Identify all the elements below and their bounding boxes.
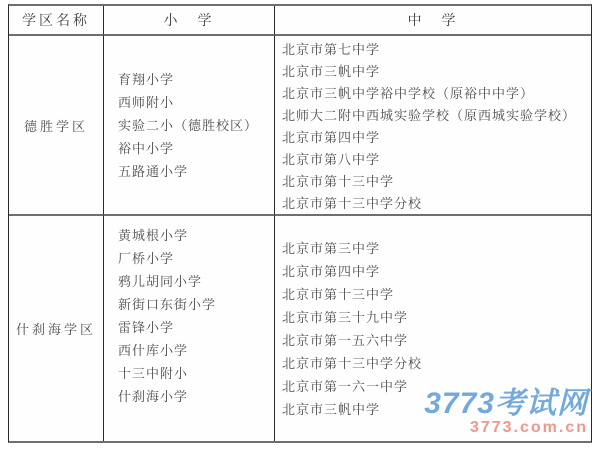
- middle-school-name: 北京市三帆中学: [282, 64, 381, 79]
- middle-school-name: 北京市第四中学: [282, 263, 381, 279]
- header-district-name: 学区名称: [22, 14, 90, 29]
- primary-school-name: 雷锋小学: [118, 320, 175, 335]
- primary-school-name: 西什库小学: [118, 343, 189, 358]
- school-district-table: [8, 4, 592, 443]
- district-name-shichahai: 什刹海学区: [9, 214, 103, 441]
- watermark-brand-logo: 3773考试网: [424, 387, 588, 420]
- header-primary-school: 小 学: [103, 6, 274, 34]
- header-middle-school: 中 学: [274, 6, 591, 34]
- primary-school-name: 五路通小学: [118, 163, 189, 179]
- primary-school-name: 鸦儿胡同小学: [118, 274, 203, 289]
- primary-school-name: 什刹海小学: [118, 389, 189, 404]
- middle-school-name: 北京市三帆中学: [282, 401, 381, 417]
- district-name-desheng: 德胜学区: [9, 34, 103, 214]
- middle-school-name: 北京市第一五六中学: [282, 332, 409, 348]
- middle-school-name: 北京市第八中学: [282, 152, 381, 167]
- middle-school-name: 北京市第十三中学: [282, 174, 395, 189]
- middle-school-name: 北京市第七中学: [282, 42, 381, 57]
- primary-school-list-desheng: [103, 34, 274, 214]
- middle-school-name: 北京市第一六一中学: [282, 378, 409, 394]
- primary-school-name: 裕中小学: [118, 140, 175, 156]
- primary-school-name: 新街口东街小学: [118, 297, 217, 312]
- middle-school-name: 北京市第三中学: [282, 240, 381, 256]
- middle-school-list-desheng: [274, 34, 591, 214]
- primary-school-name: 实验二小（德胜校区）: [118, 117, 259, 133]
- watermark-site-url: 3773.com.cn: [469, 419, 588, 436]
- primary-school-list-shichahai: [103, 214, 274, 441]
- middle-school-name: 北京市三帆中学裕中学校（原裕中中学）: [282, 86, 535, 101]
- middle-school-name: 北京市第三十九中学: [282, 309, 409, 325]
- middle-school-list-shichahai: [274, 214, 591, 441]
- primary-school-name: 黄城根小学: [118, 228, 189, 243]
- primary-school-name: 厂桥小学: [118, 251, 175, 266]
- middle-school-name: 北京市第四中学: [282, 130, 381, 145]
- primary-school-name: 育翔小学: [118, 71, 175, 87]
- primary-school-name: 西师附小: [118, 94, 175, 110]
- middle-school-name: 北师大二附中西城实验学校（原西城实验学校）: [282, 108, 577, 123]
- middle-school-name: 北京市第十三中学分校: [282, 355, 423, 371]
- middle-school-name: 北京市第十三中学分校: [282, 196, 423, 211]
- middle-school-name: 北京市第十三中学: [282, 286, 395, 302]
- primary-school-name: 十三中附小: [118, 366, 189, 381]
